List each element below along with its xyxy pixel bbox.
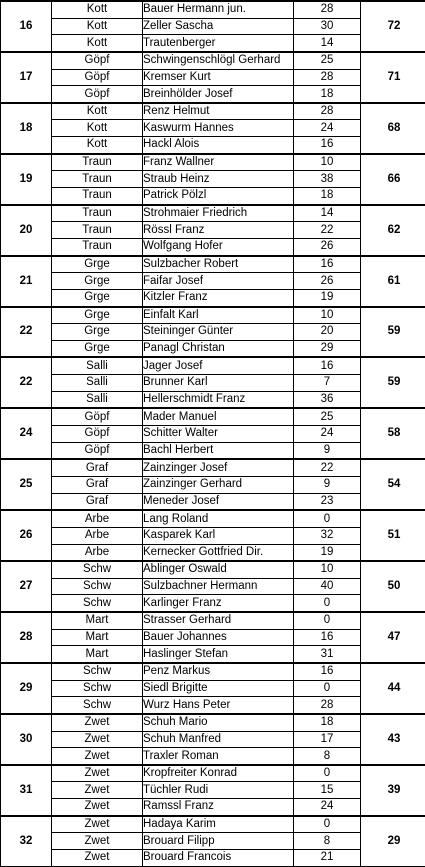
team-rank: 32 bbox=[1, 816, 52, 866]
player-name-cell: Mader Manuel bbox=[143, 408, 294, 425]
points-cell: 31 bbox=[294, 646, 361, 663]
club-cell: Graf bbox=[52, 459, 143, 476]
player-name-cell: Zeller Sascha bbox=[143, 18, 294, 35]
table-row bbox=[1, 256, 425, 273]
points-cell: 14 bbox=[294, 35, 361, 52]
player-name-cell: Ramssl Franz bbox=[143, 799, 294, 816]
player-name-cell: Kasparek Karl bbox=[143, 527, 294, 544]
player-name-cell: Schuh Mario bbox=[143, 714, 294, 731]
points-cell: 17 bbox=[294, 731, 361, 748]
points-cell: 26 bbox=[294, 273, 361, 290]
team-rank: 31 bbox=[1, 765, 52, 816]
team-total: 47 bbox=[361, 612, 425, 663]
team-total: 72 bbox=[361, 1, 425, 52]
club-cell: Schw bbox=[52, 663, 143, 680]
team-rank: 16 bbox=[1, 1, 52, 52]
team-rank: 19 bbox=[1, 154, 52, 205]
points-cell: 16 bbox=[294, 137, 361, 154]
club-cell: Schw bbox=[52, 561, 143, 578]
team-rank: 25 bbox=[1, 459, 52, 510]
team-rank: 26 bbox=[1, 510, 52, 561]
table-row bbox=[1, 459, 425, 476]
club-cell: Grge bbox=[52, 307, 143, 324]
player-name-cell: Brunner Karl bbox=[143, 375, 294, 392]
club-cell: Salli bbox=[52, 375, 143, 392]
team-total: 43 bbox=[361, 714, 425, 765]
team-total: 71 bbox=[361, 52, 425, 103]
club-cell: Kott bbox=[52, 137, 143, 154]
club-cell: Arbe bbox=[52, 510, 143, 527]
club-cell: Zwet bbox=[52, 731, 143, 748]
player-name-cell: Siedl Brigitte bbox=[143, 680, 294, 697]
player-name-cell: Penz Markus bbox=[143, 663, 294, 680]
table-row bbox=[1, 510, 425, 527]
points-cell: 16 bbox=[294, 629, 361, 646]
club-cell: Kott bbox=[52, 103, 143, 120]
club-cell: Mart bbox=[52, 629, 143, 646]
points-cell: 26 bbox=[294, 238, 361, 255]
points-cell: 10 bbox=[294, 154, 361, 171]
team-rank: 30 bbox=[1, 714, 52, 765]
club-cell: Kott bbox=[52, 1, 143, 18]
team-total: 59 bbox=[361, 307, 425, 358]
points-cell: 25 bbox=[294, 408, 361, 425]
points-cell: 36 bbox=[294, 391, 361, 408]
points-cell: 21 bbox=[294, 850, 361, 867]
club-cell: Kott bbox=[52, 120, 143, 137]
points-cell: 28 bbox=[294, 69, 361, 86]
points-cell: 28 bbox=[294, 103, 361, 120]
team-total: 50 bbox=[361, 561, 425, 612]
team-total: 68 bbox=[361, 103, 425, 154]
points-cell: 9 bbox=[294, 442, 361, 459]
club-cell: Grge bbox=[52, 340, 143, 357]
player-name-cell: Wolfgang Hofer bbox=[143, 238, 294, 255]
club-cell: Schw bbox=[52, 595, 143, 612]
points-cell: 18 bbox=[294, 86, 361, 103]
team-total: 54 bbox=[361, 459, 425, 510]
club-cell: Göpf bbox=[52, 69, 143, 86]
points-cell: 22 bbox=[294, 222, 361, 239]
club-cell: Salli bbox=[52, 357, 143, 374]
club-cell: Göpf bbox=[52, 442, 143, 459]
player-name-cell: Sulzbacher Robert bbox=[143, 256, 294, 273]
player-name-cell: Schitter Walter bbox=[143, 426, 294, 443]
table-row bbox=[1, 714, 425, 731]
club-cell: Zwet bbox=[52, 765, 143, 782]
team-rank: 27 bbox=[1, 561, 52, 612]
player-name-cell: Franz Wallner bbox=[143, 154, 294, 171]
table-row bbox=[1, 307, 425, 324]
player-name-cell: Jager Josef bbox=[143, 357, 294, 374]
table-row bbox=[1, 103, 425, 120]
points-cell: 14 bbox=[294, 205, 361, 222]
club-cell: Traun bbox=[52, 222, 143, 239]
points-cell: 18 bbox=[294, 188, 361, 205]
player-name-cell: Bauer Hermann jun. bbox=[143, 1, 294, 18]
player-name-cell: Bauer Johannes bbox=[143, 629, 294, 646]
player-name-cell: Strasser Gerhard bbox=[143, 612, 294, 629]
player-name-cell: Zainzinger Gerhard bbox=[143, 476, 294, 493]
player-name-cell: Schuh Manfred bbox=[143, 731, 294, 748]
team-rank: 24 bbox=[1, 408, 52, 459]
player-name-cell: Schwingenschlögl Gerhard bbox=[143, 52, 294, 69]
table-row bbox=[1, 663, 425, 680]
club-cell: Salli bbox=[52, 391, 143, 408]
team-rank: 20 bbox=[1, 205, 52, 256]
player-name-cell: Trautenberger bbox=[143, 35, 294, 52]
club-cell: Traun bbox=[52, 205, 143, 222]
player-name-cell: Kaswurm Hannes bbox=[143, 120, 294, 137]
player-name-cell: Sulzbachner Hermann bbox=[143, 578, 294, 595]
player-name-cell: Renz Helmut bbox=[143, 103, 294, 120]
points-cell: 20 bbox=[294, 324, 361, 341]
points-cell: 0 bbox=[294, 765, 361, 782]
club-cell: Mart bbox=[52, 612, 143, 629]
points-cell: 9 bbox=[294, 476, 361, 493]
points-cell: 28 bbox=[294, 1, 361, 18]
club-cell: Zwet bbox=[52, 833, 143, 850]
club-cell: Kott bbox=[52, 35, 143, 52]
club-cell: Grge bbox=[52, 289, 143, 306]
table-row bbox=[1, 205, 425, 222]
team-rank: 21 bbox=[1, 256, 52, 307]
points-cell: 24 bbox=[294, 799, 361, 816]
points-cell: 30 bbox=[294, 18, 361, 35]
table-row bbox=[1, 1, 425, 18]
club-cell: Grge bbox=[52, 273, 143, 290]
club-cell: Kott bbox=[52, 18, 143, 35]
club-cell: Zwet bbox=[52, 799, 143, 816]
club-cell: Göpf bbox=[52, 52, 143, 69]
points-cell: 8 bbox=[294, 748, 361, 765]
player-name-cell: Rössl Franz bbox=[143, 222, 294, 239]
player-name-cell: Traxler Roman bbox=[143, 748, 294, 765]
points-cell: 7 bbox=[294, 375, 361, 392]
points-cell: 24 bbox=[294, 120, 361, 137]
club-cell: Göpf bbox=[52, 426, 143, 443]
player-name-cell: Kropfreiter Konrad bbox=[143, 765, 294, 782]
player-name-cell: Karlinger Franz bbox=[143, 595, 294, 612]
points-cell: 40 bbox=[294, 578, 361, 595]
table-row bbox=[1, 765, 425, 782]
team-rank: 28 bbox=[1, 612, 52, 663]
club-cell: Göpf bbox=[52, 86, 143, 103]
player-name-cell: Brouard Francois bbox=[143, 850, 294, 867]
team-total: 61 bbox=[361, 256, 425, 307]
points-cell: 16 bbox=[294, 256, 361, 273]
player-name-cell: Wurz Hans Peter bbox=[143, 697, 294, 714]
player-name-cell: Hellerschmidt Franz bbox=[143, 391, 294, 408]
club-cell: Zwet bbox=[52, 748, 143, 765]
player-name-cell: Steininger Günter bbox=[143, 324, 294, 341]
points-cell: 23 bbox=[294, 493, 361, 510]
points-cell: 18 bbox=[294, 714, 361, 731]
club-cell: Zwet bbox=[52, 850, 143, 867]
player-name-cell: Meneder Josef bbox=[143, 493, 294, 510]
points-cell: 28 bbox=[294, 697, 361, 714]
points-cell: 0 bbox=[294, 816, 361, 833]
points-cell: 16 bbox=[294, 663, 361, 680]
points-cell: 0 bbox=[294, 595, 361, 612]
club-cell: Traun bbox=[52, 171, 143, 188]
points-cell: 8 bbox=[294, 833, 361, 850]
player-name-cell: Kremser Kurt bbox=[143, 69, 294, 86]
player-name-cell: Breinhölder Josef bbox=[143, 86, 294, 103]
player-name-cell: Patrick Pölzl bbox=[143, 188, 294, 205]
points-cell: 19 bbox=[294, 289, 361, 306]
player-name-cell: Kitzler Franz bbox=[143, 289, 294, 306]
table-row bbox=[1, 612, 425, 629]
team-rank: 22 bbox=[1, 307, 52, 358]
club-cell: Grge bbox=[52, 256, 143, 273]
team-rank: 17 bbox=[1, 52, 52, 103]
table-row bbox=[1, 408, 425, 425]
club-cell: Göpf bbox=[52, 408, 143, 425]
club-cell: Traun bbox=[52, 154, 143, 171]
club-cell: Arbe bbox=[52, 527, 143, 544]
team-rank: 29 bbox=[1, 663, 52, 714]
player-name-cell: Einfalt Karl bbox=[143, 307, 294, 324]
player-name-cell: Ablinger Oswald bbox=[143, 561, 294, 578]
club-cell: Zwet bbox=[52, 782, 143, 799]
player-name-cell: Brouard Filipp bbox=[143, 833, 294, 850]
points-cell: 10 bbox=[294, 561, 361, 578]
points-cell: 32 bbox=[294, 527, 361, 544]
points-cell: 15 bbox=[294, 782, 361, 799]
points-cell: 22 bbox=[294, 459, 361, 476]
team-total: 44 bbox=[361, 663, 425, 714]
club-cell: Traun bbox=[52, 238, 143, 255]
club-cell: Zwet bbox=[52, 816, 143, 833]
points-cell: 0 bbox=[294, 612, 361, 629]
points-cell: 25 bbox=[294, 52, 361, 69]
player-name-cell: Haslinger Stefan bbox=[143, 646, 294, 663]
points-cell: 38 bbox=[294, 171, 361, 188]
club-cell: Schw bbox=[52, 697, 143, 714]
player-name-cell: Hadaya Karim bbox=[143, 816, 294, 833]
player-name-cell: Kernecker Gottfried Dir. bbox=[143, 544, 294, 561]
points-cell: 16 bbox=[294, 357, 361, 374]
player-name-cell: Faifar Josef bbox=[143, 273, 294, 290]
club-cell: Schw bbox=[52, 680, 143, 697]
team-rank: 22 bbox=[1, 357, 52, 408]
club-cell: Zwet bbox=[52, 714, 143, 731]
club-cell: Grge bbox=[52, 324, 143, 341]
table-row bbox=[1, 357, 425, 374]
points-cell: 0 bbox=[294, 680, 361, 697]
player-name-cell: Strohmaier Friedrich bbox=[143, 205, 294, 222]
team-rank: 18 bbox=[1, 103, 52, 154]
team-total: 58 bbox=[361, 408, 425, 459]
team-total: 29 bbox=[361, 816, 425, 866]
table-row bbox=[1, 561, 425, 578]
player-name-cell: Lang Roland bbox=[143, 510, 294, 527]
club-cell: Mart bbox=[52, 646, 143, 663]
team-total: 62 bbox=[361, 205, 425, 256]
club-cell: Arbe bbox=[52, 544, 143, 561]
club-cell: Schw bbox=[52, 578, 143, 595]
player-name-cell: Zainzinger Josef bbox=[143, 459, 294, 476]
table-row bbox=[1, 816, 425, 833]
points-cell: 0 bbox=[294, 510, 361, 527]
player-name-cell: Panagl Christan bbox=[143, 340, 294, 357]
table-row bbox=[1, 154, 425, 171]
team-total: 51 bbox=[361, 510, 425, 561]
club-cell: Traun bbox=[52, 188, 143, 205]
club-cell: Graf bbox=[52, 493, 143, 510]
points-cell: 10 bbox=[294, 307, 361, 324]
player-name-cell: Hackl Alois bbox=[143, 137, 294, 154]
team-total: 66 bbox=[361, 154, 425, 205]
player-name-cell: Tüchler Rudi bbox=[143, 782, 294, 799]
player-name-cell: Straub Heinz bbox=[143, 171, 294, 188]
team-total: 59 bbox=[361, 357, 425, 408]
table-row bbox=[1, 52, 425, 69]
results-body bbox=[1, 1, 425, 866]
points-cell: 24 bbox=[294, 426, 361, 443]
team-total: 39 bbox=[361, 765, 425, 816]
points-cell: 19 bbox=[294, 544, 361, 561]
club-cell: Graf bbox=[52, 476, 143, 493]
player-name-cell: Bachl Herbert bbox=[143, 442, 294, 459]
points-cell: 29 bbox=[294, 340, 361, 357]
